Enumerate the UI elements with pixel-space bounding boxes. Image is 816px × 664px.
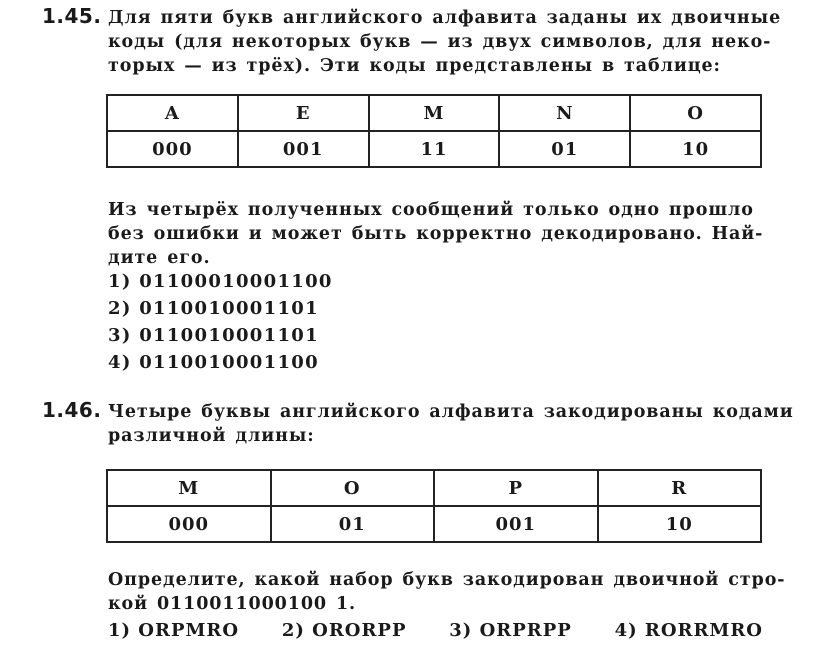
table-row-letters bbox=[107, 470, 761, 506]
table-cell-letter: M bbox=[107, 470, 271, 506]
question-line: Из четырёх полученных сообщений только одно прошло bbox=[108, 200, 754, 220]
table-cell-letter: R bbox=[598, 470, 762, 506]
question-line: дите его. bbox=[108, 248, 211, 268]
table-cell-letter: P bbox=[434, 470, 598, 506]
table-cell-letter: M bbox=[369, 95, 500, 131]
code-table bbox=[106, 94, 762, 168]
answer-options bbox=[108, 620, 763, 641]
problem-question bbox=[108, 198, 763, 270]
problem-intro bbox=[108, 6, 782, 78]
table-row-codes bbox=[107, 506, 761, 542]
table-row-codes bbox=[107, 131, 761, 167]
table-cell-code: 01 bbox=[499, 131, 630, 167]
question-line: без ошибки и может быть корректно декодировано. Най- bbox=[108, 224, 764, 244]
table-cell-letter: N bbox=[499, 95, 630, 131]
table-cell-code: 000 bbox=[107, 506, 271, 542]
question-line: Определите, какой набор букв закодирован двоичной стро- bbox=[108, 570, 786, 590]
table-cell-code: 11 bbox=[369, 131, 500, 167]
option-item: 1) ORPMRO bbox=[108, 620, 240, 641]
intro-line: коды (для некоторых букв — из двух символов, для неко- bbox=[108, 32, 772, 52]
table-cell-letter: O bbox=[271, 470, 435, 506]
option-item: 4) 0110010001100 bbox=[108, 352, 319, 373]
table-cell-letter: O bbox=[630, 95, 761, 131]
question-line: кой 0110011000100 1. bbox=[108, 594, 357, 614]
intro-line: Для пяти букв английского алфавита заданы их двоичные bbox=[108, 8, 782, 28]
option-item: 2) 0110010001101 bbox=[108, 298, 319, 319]
problem-question bbox=[108, 568, 786, 616]
table-row-letters bbox=[107, 95, 761, 131]
intro-line: торых — из трёх). Эти коды представлены в таблице: bbox=[108, 56, 721, 76]
table-cell-code: 001 bbox=[238, 131, 369, 167]
problem-intro bbox=[108, 400, 794, 448]
table-cell-code: 10 bbox=[630, 131, 761, 167]
table-cell-code: 000 bbox=[107, 131, 238, 167]
table-cell-code: 001 bbox=[434, 506, 598, 542]
intro-line: различной длины: bbox=[108, 426, 315, 446]
table-cell-code: 10 bbox=[598, 506, 762, 542]
intro-line: Четыре буквы английского алфавита закодированы кодами bbox=[108, 402, 794, 422]
option-item: 4) RORRMRO bbox=[614, 620, 763, 641]
problem-number: 1.46. bbox=[42, 398, 102, 422]
answer-options bbox=[108, 268, 333, 376]
table-cell-letter: A bbox=[107, 95, 238, 131]
option-item: 1) 01100010001100 bbox=[108, 271, 333, 292]
table-cell-code: 01 bbox=[271, 506, 435, 542]
option-item: 3) ORPRPP bbox=[449, 620, 572, 641]
table-cell-letter: E bbox=[238, 95, 369, 131]
code-table bbox=[106, 469, 762, 543]
option-item: 3) 0110010001101 bbox=[108, 325, 319, 346]
option-item: 2) ORORPP bbox=[281, 620, 407, 641]
problem-number: 1.45. bbox=[42, 4, 102, 28]
